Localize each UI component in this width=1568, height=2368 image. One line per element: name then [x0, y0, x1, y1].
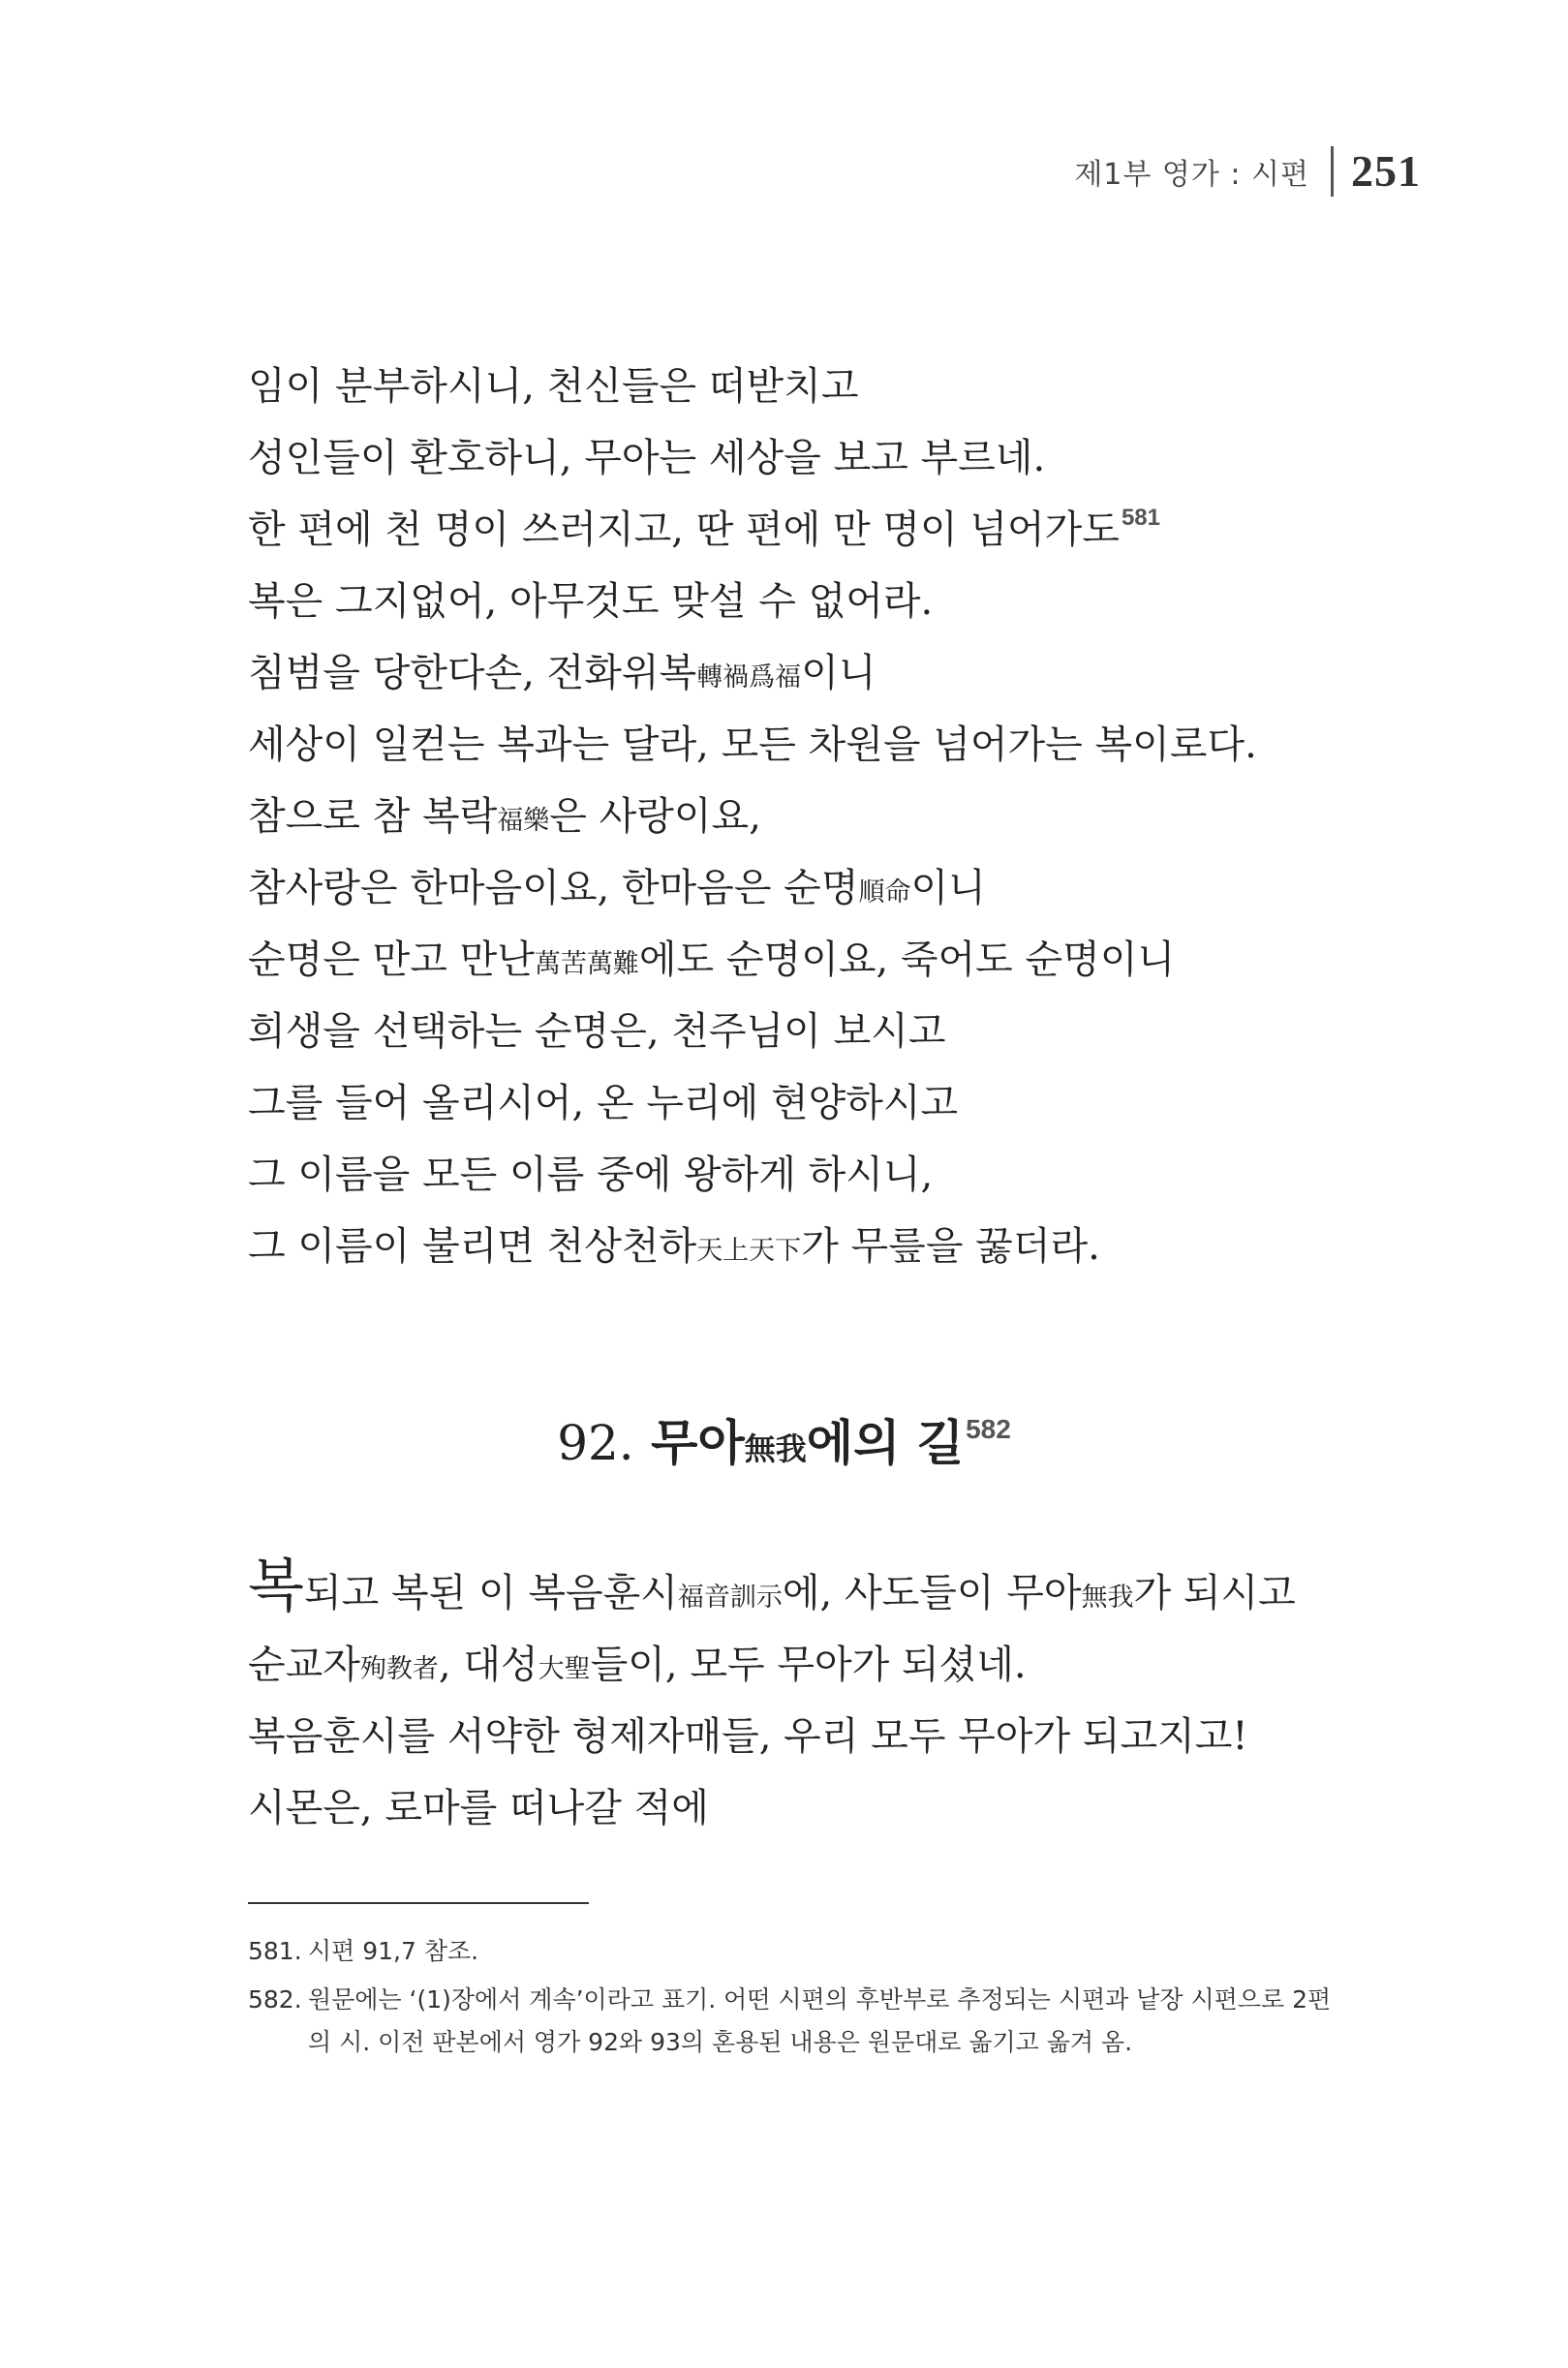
- footnote-text: 원문에는 ‘(1)장에서 계속’이라고 표기. 어떤 시편의 후반부로 추정되는 시편과 낱장 시편으로 2편의 시. 이전 판본에서 영가 92와 93의 혼용된 내용은 원문대로 옮기고 옮겨 옴.: [308, 1985, 1332, 2056]
- footnote: [248, 1979, 1342, 2064]
- footnote-ref: 581: [1121, 505, 1160, 531]
- verse-text: 참사랑은 한마음이요, 한마음은 순명: [248, 866, 859, 910]
- verse-text: 순명은 만고 만난: [248, 938, 535, 982]
- verse-line: [248, 1067, 1362, 1139]
- footnote-divider: [248, 1902, 589, 1904]
- section-title-hanja: 無我: [744, 1430, 807, 1467]
- verse-text: 순교자: [248, 1643, 360, 1687]
- verse-text: 그 이름이 불리면 천상천하: [248, 1224, 697, 1269]
- verse-text: , 대성: [438, 1643, 538, 1687]
- verse-line: [248, 996, 1362, 1067]
- verse-text: 되고 복된 이 복음훈시: [303, 1571, 678, 1615]
- drop-cap: 복: [248, 1553, 304, 1620]
- verse-text: 복은 그지없어, 아무것도 맞설 수 없어라.: [248, 579, 934, 624]
- section-title-text: 무아: [651, 1414, 745, 1471]
- footnote-ref: 582: [966, 1414, 1011, 1444]
- verse-line: [248, 1772, 1362, 1844]
- verse-line: [248, 781, 1362, 852]
- footnote-text: 시편 91,7 참조.: [308, 1937, 479, 1965]
- verse-line: [248, 709, 1362, 781]
- verse-line: [248, 566, 1362, 637]
- section-number: 92.: [557, 1415, 634, 1471]
- hanja-gloss: 殉教者: [359, 1654, 439, 1684]
- hanja-gloss: 天上天下: [696, 1236, 802, 1266]
- verse-text: 은 사랑이요,: [549, 794, 761, 839]
- section-title: [0, 1404, 1568, 1482]
- verse-text: 가 되시고: [1133, 1571, 1296, 1615]
- footnote-number: 582.: [248, 1985, 302, 2014]
- section-title-text-end: 에의 길: [806, 1414, 965, 1471]
- verse-text: 그를 들어 올리시어, 온 누리에 현양하시고: [248, 1081, 959, 1125]
- verse-text: 시몬은, 로마를 떠나갈 적에: [248, 1786, 709, 1830]
- verse-text: 성인들이 환호하니, 무아는 세상을 보고 부르네.: [248, 436, 1046, 480]
- verse-text: 세상이 일컫는 복과는 달라, 모든 차원을 넘어가는 복이로다.: [248, 723, 1257, 767]
- hanja-gloss: 萬苦萬難: [534, 949, 639, 979]
- verse-line: [248, 494, 1362, 566]
- verse-text: 참으로 참 복락: [248, 794, 498, 839]
- footnote-number: 581.: [248, 1937, 302, 1965]
- hanja-gloss: 大聖: [538, 1654, 591, 1684]
- verse-line: [248, 1139, 1362, 1211]
- verse-text: 이니: [801, 651, 876, 695]
- verse-text: 임이 분부하시니, 천신들은 떠받치고: [248, 364, 859, 409]
- verse-line: [248, 1211, 1362, 1282]
- verse-line: [248, 1629, 1362, 1701]
- verse-text: 가 무릎을 꿇더라.: [801, 1224, 1100, 1269]
- verse-block-2: [248, 1553, 1362, 1844]
- verse-line: [248, 1701, 1362, 1772]
- section-label: 제1부 영가 : 시편: [1074, 157, 1309, 192]
- verse-text: 한 편에 천 명이 쓰러지고, 딴 편에 만 명이 넘어가도: [248, 507, 1120, 552]
- hanja-gloss: 順命: [858, 877, 911, 907]
- hanja-gloss: 福樂: [497, 806, 550, 836]
- verse-text: 복음훈시를 서약한 형제자매들, 우리 모두 무아가 되고지고!: [248, 1714, 1248, 1759]
- verse-text: 희생을 선택하는 순명은, 천주님이 보시고: [248, 1009, 946, 1054]
- verse-text: 이니: [910, 866, 986, 910]
- hanja-gloss: 無我: [1081, 1583, 1134, 1613]
- verse-text: 그 이름을 모든 이름 중에 왕하게 하시니,: [248, 1153, 934, 1197]
- footnote: [248, 1930, 1342, 1973]
- header-divider: [1331, 146, 1334, 197]
- verse-text: 에도 순명이요, 죽어도 순명이니: [638, 938, 1176, 982]
- hanja-gloss: 轉禍爲福: [696, 662, 802, 692]
- page-number: 251: [1351, 146, 1421, 196]
- verse-line: [248, 351, 1362, 422]
- verse-line: [248, 1553, 1362, 1629]
- verse-text: 들이, 모두 무아가 되셨네.: [590, 1643, 1027, 1687]
- verse-block: [248, 351, 1362, 1282]
- running-header: [1074, 145, 1421, 197]
- verse-line: [248, 637, 1362, 709]
- verse-line: [248, 422, 1362, 494]
- footnotes: [248, 1930, 1342, 2070]
- verse-text: 침범을 당한다손, 전화위복: [248, 651, 697, 695]
- verse-line: [248, 924, 1362, 996]
- verse-line: [248, 852, 1362, 924]
- hanja-gloss: 福音訓示: [677, 1583, 783, 1613]
- verse-text: 에, 사도들이 무아: [782, 1571, 1082, 1615]
